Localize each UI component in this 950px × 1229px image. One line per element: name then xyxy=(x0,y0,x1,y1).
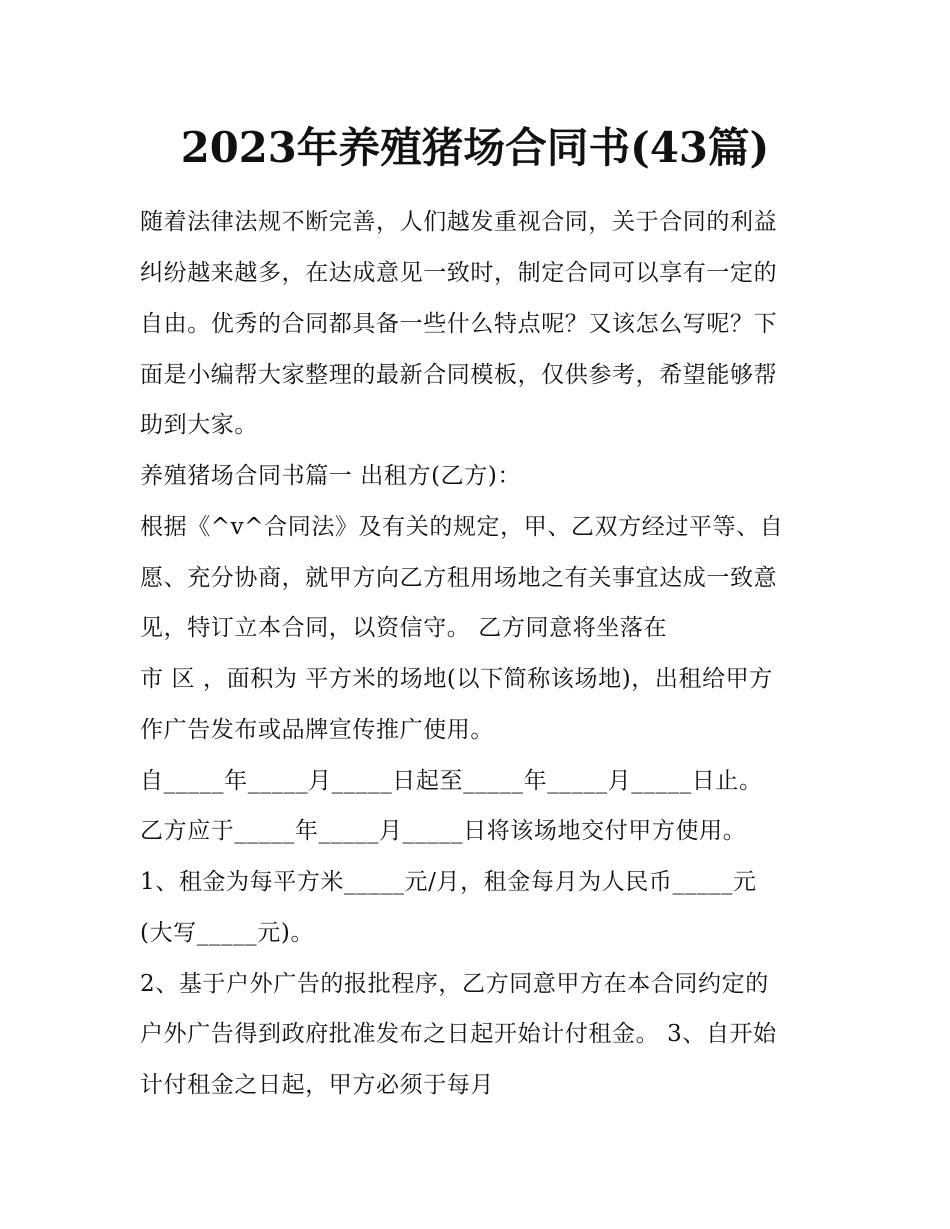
body-line-1: 随着法律法规不断完善，人们越发重视合同，关于合同的利益 xyxy=(140,209,778,235)
body-line-4: 面是小编帮大家整理的最新合同模板，仅供参考，希望能够帮 xyxy=(140,362,778,388)
body-line-11: 作广告发布或品牌宣传推广使用。 xyxy=(140,717,494,743)
body-line-16: 2、基于户外广告的报批程序，乙方同意甲方在本合同约定的 xyxy=(140,971,769,997)
body-line-3: 自由。优秀的合同都具备一些什么特点呢？又该怎么写呢？下 xyxy=(140,311,778,337)
document-title: 2023年养殖猪场合同书(43篇) xyxy=(180,123,770,172)
body-line-18: 计付租金之日起，甲方必须于每月 xyxy=(140,1072,494,1098)
body-line-7: 根据《^v^合同法》及有关的规定，甲、乙双方经过平等、自 xyxy=(140,514,784,540)
section-heading-1: 养殖猪场合同书篇一 出租方(乙方)： xyxy=(140,463,522,489)
body-line-5: 助到大家。 xyxy=(140,412,258,438)
body-line-15: (大写_____元)。 xyxy=(140,920,315,946)
body-line-13: 乙方应于_____年_____月_____日将该场地交付甲方使用。 xyxy=(140,818,747,844)
body-line-8: 愿、充分协商，就甲方向乙方租用场地之有关事宜达成一致意 xyxy=(140,565,778,591)
body-line-12: 自_____年_____月_____日起至_____年_____月_____日止。 xyxy=(140,768,763,794)
body-line-2: 纠纷越来越多，在达成意见一致时，制定合同可以享有一定的 xyxy=(140,260,778,286)
body-line-10: 市 区 ，面积为 平方米的场地(以下简称该场地)，出租给甲方 xyxy=(140,666,773,692)
body-line-9: 见，特订立本合同，以资信守。 乙方同意将坐落在 xyxy=(140,615,668,641)
body-line-14: 1、租金为每平方米_____元/月，租金每月为人民币_____元 xyxy=(140,869,757,895)
body-line-17: 户外广告得到政府批准发布之日起开始计付租金。 3、自开始 xyxy=(140,1021,777,1047)
